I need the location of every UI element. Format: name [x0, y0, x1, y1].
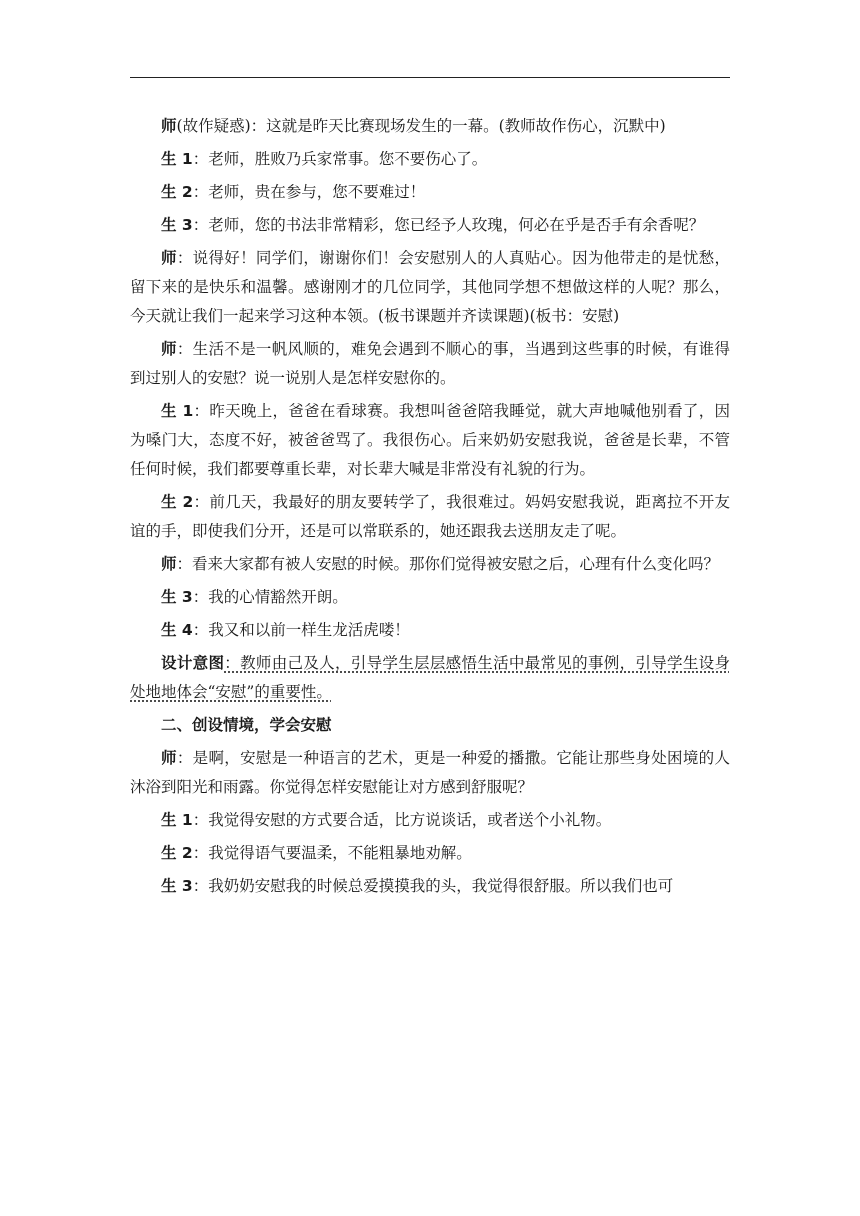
speaker-label: 生 1: [161, 402, 194, 420]
section-heading: 二、创设情境，学会安慰: [161, 716, 332, 734]
paragraph: [130, 335, 730, 393]
paragraph-text: ：昨天晚上，爸爸在看球赛。我想叫爸爸陪我睡觉，就大声地喊他别看了，因为嗓门大，态度不好，被爸爸骂了。我很伤心。后来奶奶安慰我说，爸爸是长辈，不管任何时候，我们都要尊重长辈，对长辈大喊是非常没有礼貌的行为。: [130, 402, 730, 478]
paragraph-text: ：前几天，我最好的朋友要转学了，我很难过。妈妈安慰我说，距离拉不开友谊的手，即使我们分开，还是可以常联系的，她还跟我去送朋友走了呢。: [130, 493, 730, 540]
paragraph-text: ：是啊，安慰是一种语言的艺术，更是一种爱的播撒。它能让那些身处困境的人沐浴到阳光和雨露。你觉得怎样安慰能让对方感到舒服呢？: [130, 749, 730, 796]
speaker-label: 生 3: [161, 588, 193, 606]
paragraph-text: ：老师，您的书法非常精彩，您已经予人玫瑰，何必在乎是否手有余香呢？: [192, 216, 705, 234]
speaker-label: 生 2: [161, 844, 193, 862]
paragraph: [130, 839, 730, 868]
paragraph-text: ：看来大家都有被人安慰的时候。那你们觉得被安慰之后，心理有什么变化吗？: [176, 555, 720, 573]
paragraph: [130, 112, 730, 141]
paragraph-text: ：我的心情豁然开朗。: [192, 588, 348, 606]
speaker-label: 师: [161, 555, 177, 573]
speaker-label: 生 2: [161, 183, 193, 201]
speaker-label: 生 4: [161, 621, 193, 639]
paragraph-text: ：老师，胜败乃兵家常事。您不要伤心了。: [192, 150, 488, 168]
paragraph-text: ：说得好！同学们，谢谢你们！会安慰别人的人真贴心。因为他带走的是忧愁，留下来的是快乐和温馨。感谢刚才的几位同学，其他同学想不想做这样的人呢？那么，今天就让我们一起来学习这种本领。(板书课题并齐读课题)(板书：安慰): [130, 249, 730, 325]
paragraph: [130, 616, 730, 645]
paragraph: [130, 397, 730, 484]
speaker-label: 生 2: [161, 493, 194, 511]
paragraph: [130, 550, 730, 579]
paragraph-text: (故作疑惑)：这就是昨天比赛现场发生的一幕。(教师故作伤心，沉默中): [176, 117, 666, 135]
paragraph: [130, 244, 730, 331]
paragraph-text: ：我觉得语气要温柔，不能粗暴地劝解。: [192, 844, 472, 862]
paragraph: [130, 872, 730, 901]
speaker-label: 生 3: [161, 216, 193, 234]
speaker-label: 师: [161, 340, 177, 358]
speaker-label: 生 3: [161, 877, 193, 895]
speaker-label: 生 1: [161, 811, 193, 829]
document-body: [130, 112, 730, 905]
speaker-label: 师: [161, 117, 177, 135]
paragraph-text: ：生活不是一帆风顺的，难免会遇到不顺心的事，当遇到这些事的时候，有谁得到过别人的安慰？说一说别人是怎样安慰你的。: [130, 340, 730, 387]
paragraph: [130, 806, 730, 835]
paragraph: [130, 211, 730, 240]
paragraph: [130, 744, 730, 802]
paragraph: [130, 178, 730, 207]
paragraph: [130, 488, 730, 546]
paragraph-text: ：我奶奶安慰我的时候总爱摸摸我的头，我觉得很舒服。所以我们也可: [192, 877, 674, 895]
speaker-label: 师: [161, 749, 177, 767]
design-intent: [130, 649, 730, 707]
paragraph-text: ：我又和以前一样生龙活虎喽！: [192, 621, 410, 639]
header-rule: [130, 77, 730, 78]
speaker-label: 师: [161, 249, 177, 267]
speaker-label: 生 1: [161, 150, 193, 168]
design-intent-label: 设计意图: [161, 654, 225, 672]
paragraph-text: ：我觉得安慰的方式要合适，比方说谈话，或者送个小礼物。: [192, 811, 612, 829]
design-intent-text: ：教师由己及人，引导学生层层感悟生活中最常见的事例，引导学生设身处地地体会“安慰”的重要性。: [130, 654, 730, 701]
paragraph: [130, 583, 730, 612]
paragraph: [130, 145, 730, 174]
paragraph-text: ：老师，贵在参与，您不要难过！: [192, 183, 426, 201]
